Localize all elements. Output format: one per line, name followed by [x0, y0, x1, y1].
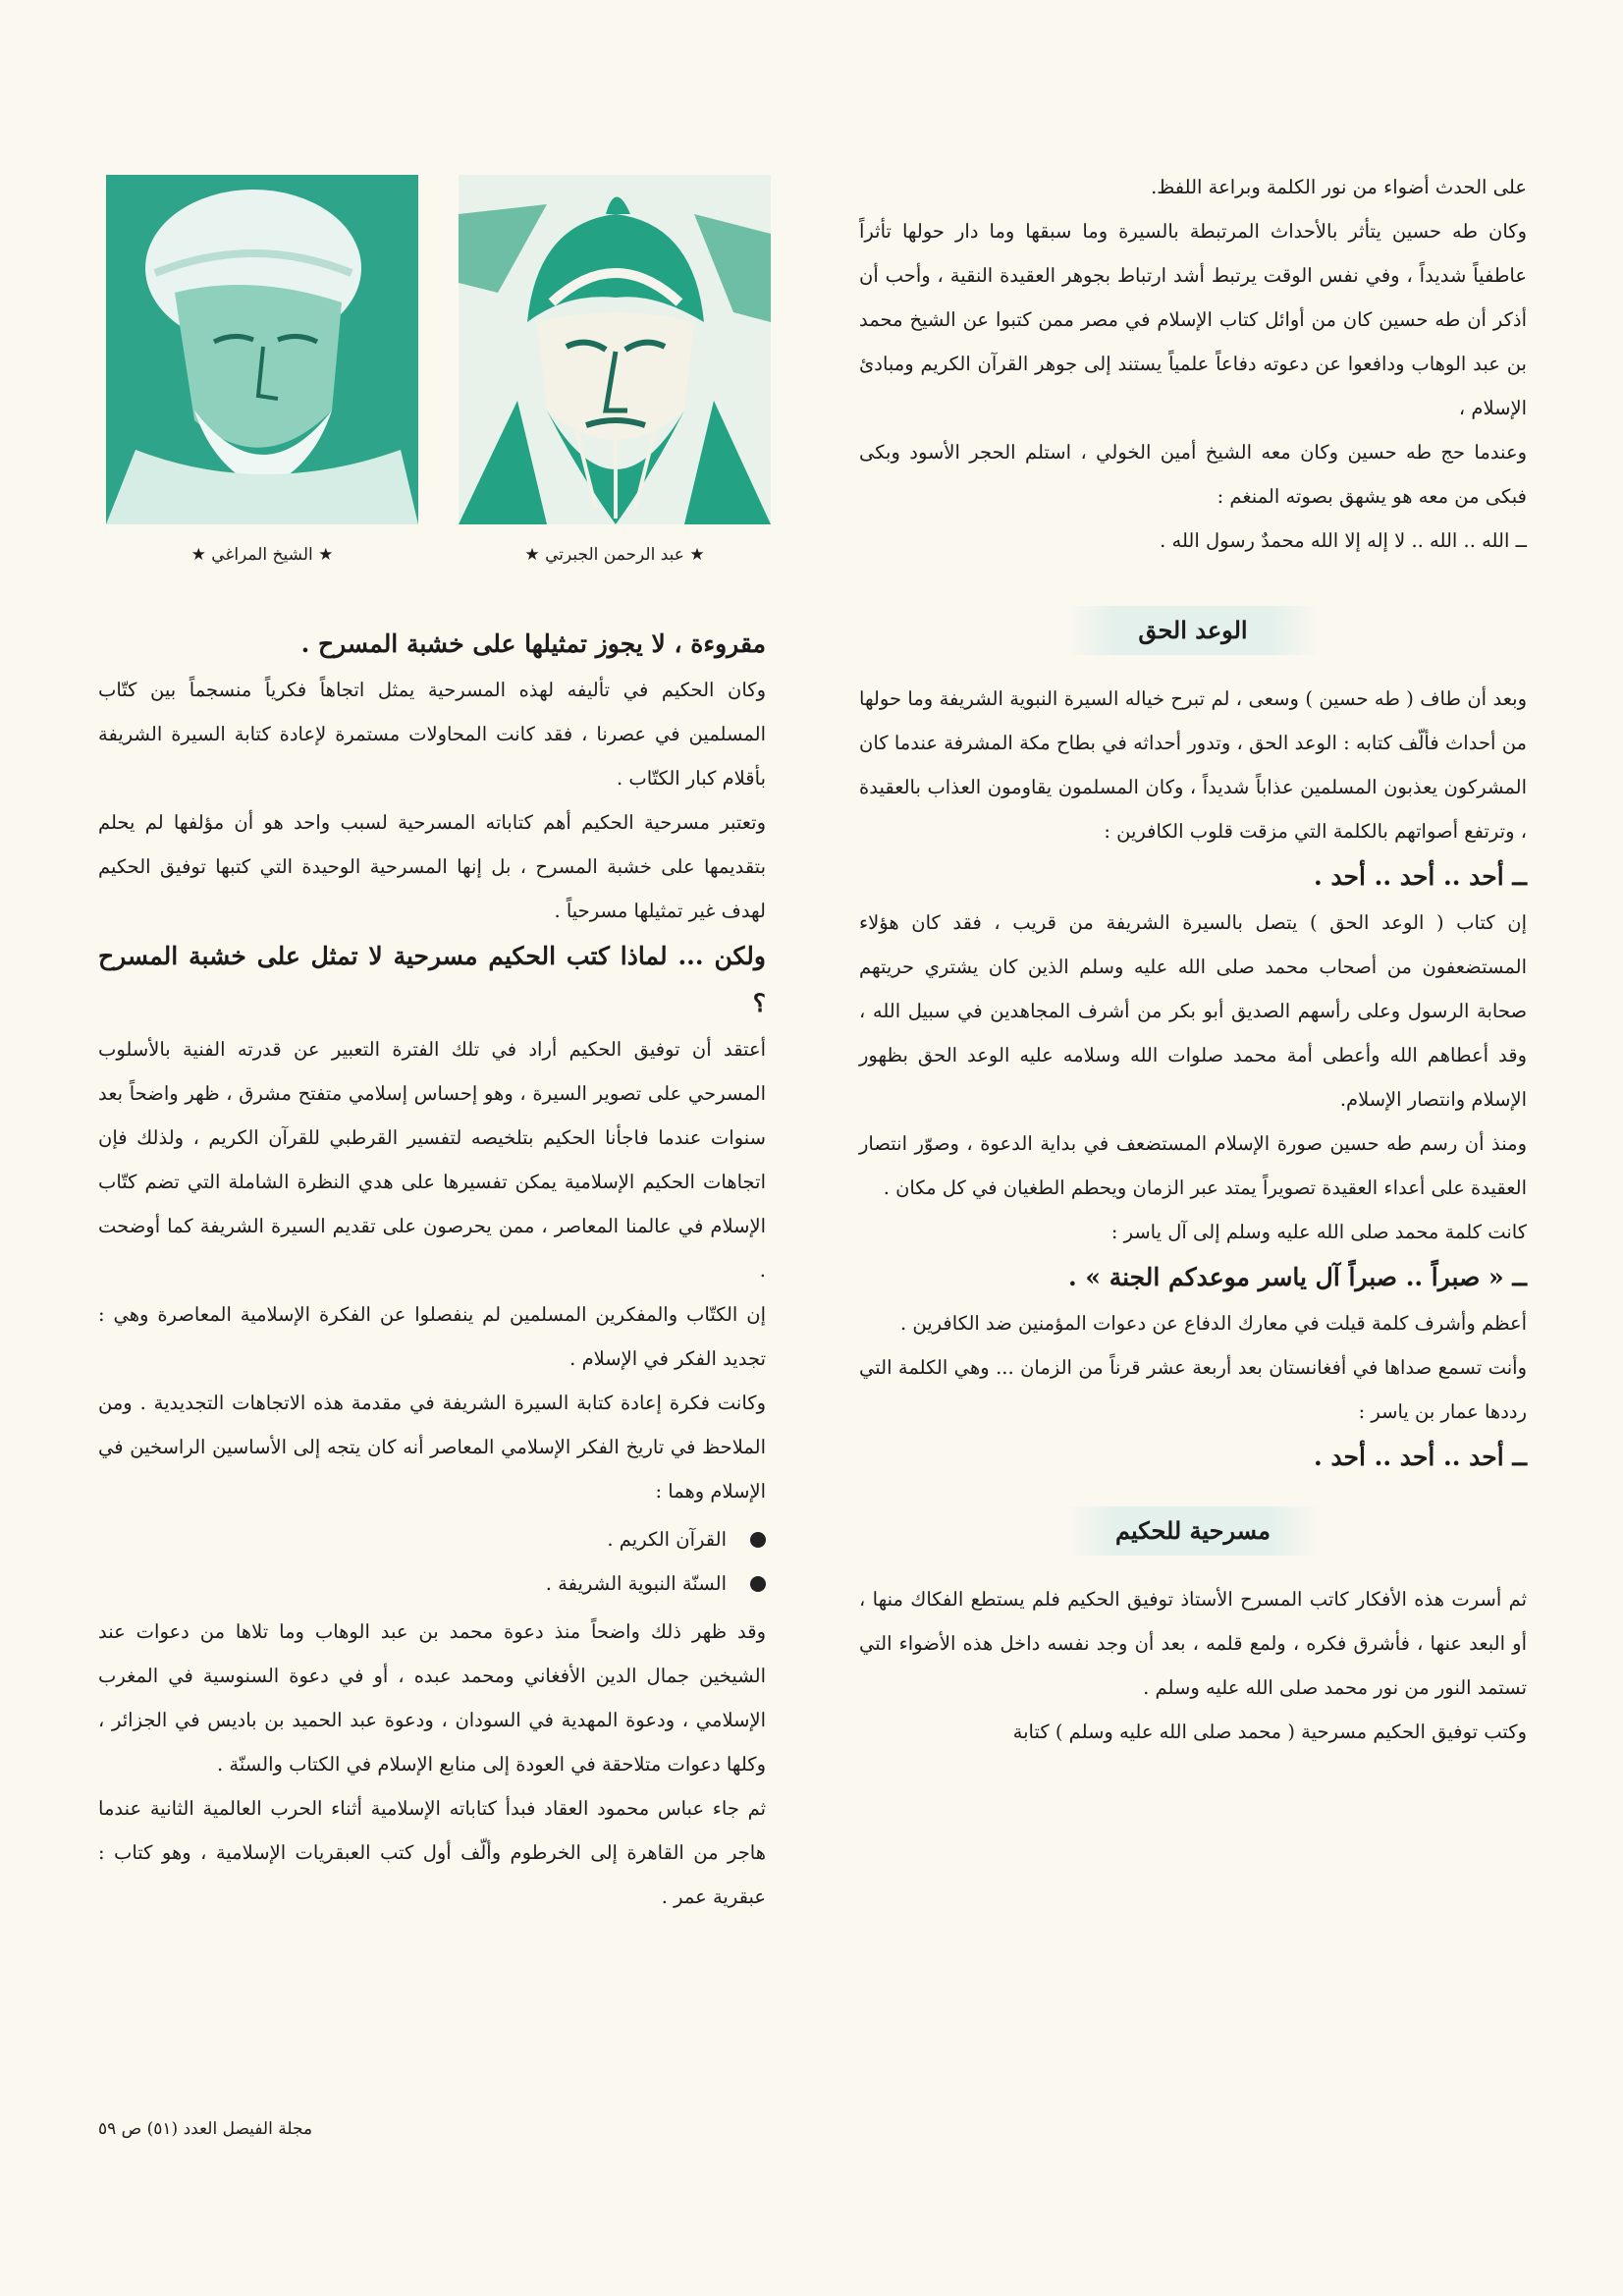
left-column — [98, 621, 766, 1919]
paragraph: وتعتبر مسرحية الحكيم أهم كتاباته المسرحية لسبب واحد هو أن مؤلفها لم يحلم بتقديمها على خشبة المسرح ، بل إنها المسرحية الوحيدة التي كتبها توفيق الحكيم لهدف غير تمثيلها مسرحياً . — [98, 811, 766, 922]
portrait-maraghi-photo — [106, 175, 418, 524]
slogan-line: ــ أحد .. أحد .. أحد . — [1314, 862, 1527, 891]
bullet-dot-icon — [750, 1576, 766, 1592]
paragraph: وكتب توفيق الحكيم مسرحية ( محمد صلى الله عليه وسلم ) كتابة — [1012, 1721, 1527, 1743]
paragraph: وقد ظهر ذلك واضحاً منذ دعوة محمد بن عبد الوهاب وما تلاها من دعوات عند الشيخين جمال الدين الأفغاني ومحمد عبده ، أو في دعوة السنوسية في المغرب الإسلامي ، ودعوة المهدية في السودان ، ودعوة عبد الحميد بن باديس في الجزائر ، وكلها دعوات متلاحقة في العودة إلى منابع الإسلام في الكتاب والسنّة . — [98, 1620, 766, 1776]
bullet-list — [98, 1517, 766, 1606]
paragraph: على الحدث أضواء من نور الكلمة وبراعة اللفظ. — [1151, 176, 1527, 198]
paragraph: ــ الله .. الله .. لا إله إلا الله محمدٌ رسول الله . — [1160, 529, 1527, 552]
paragraph: وأنت تسمع صداها في أفغانستان بعد أربعة عشر قرناً من الزمان ... وهي الكلمة التي رددها عمار بن ياسر : — [859, 1356, 1527, 1423]
paragraph: وكان طه حسين يتأثر بالأحداث المرتبطة بالسيرة وما سبقها وما دار حولها تأثراً عاطفياً شديداً ، وفي نفس الوقت يرتبط أشد ارتباط بجوهر العقيدة النقية ، وأحب أن أذكر أن طه حسين كان من أوائل كتاب الإسلام في مصر ممن كتبوا عن الشيخ محمد بن عبد الوهاب ودافعوا عن دعوته دفاعاً علمياً يستند إلى جوهر القرآن الكريم ومبادئ الإسلام ، — [859, 220, 1527, 419]
paragraph: وبعد أن طاف ( طه حسين ) وسعى ، لم تبرح خياله السيرة النبوية الشريفة وما حولها من أحداث فألّف كتابه : الوعد الحق ، وتدور أحداثه في بطاح مكة المشرفة عندما كان المشركون يعذبون المسلمين عذاباً شديداً ، وكان المسلمون يقاومون العذاب بالعقيدة ، وترتفع أصواتهم بالكلمة التي مزقت قلوب الكافرين : — [859, 687, 1527, 843]
paragraph: أعظم وأشرف كلمة قيلت في معارك الدفاع عن دعوات المؤمنين ضد الكافرين . — [899, 1312, 1527, 1335]
slogan-line: ــ « صبراً .. صبراً آل ياسر موعدكم الجنة » . — [1067, 1263, 1527, 1291]
paragraph: إن كتاب ( الوعد الحق ) يتصل بالسيرة الشريفة من قريب ، فقد كان هؤلاء المستضعفون من أصحاب محمد صلى الله عليه وسلم الذين كان يشتري حريتهم صحابة الرسول وعلى رأسهم الصديق أبو بكر من أشرف المجاهدين في سبيل الله ، وقد أعطاهم الله وأعطى أمة محمد صلوات الله وسلامه عليه الوعد الحق بظهور الإسلام وانتصار الإسلام. — [859, 911, 1527, 1111]
paragraph: ومنذ أن رسم طه حسين صورة الإسلام المستضعف في بداية الدعوة ، وصوّر انتصار العقيدة على أعداء العقيدة تصويراً يمتد عبر الزمان ويحطم الطغيان في كل مكان . — [859, 1132, 1527, 1199]
page-footer: مجلة الفيصل العدد (٥١) ص ٥٩ — [98, 2119, 313, 2139]
list-item-text: القرآن الكريم . — [607, 1528, 727, 1551]
photo-caption-maraghi: ★ الشيخ المراغي ★ — [190, 545, 334, 565]
slogan-line: ــ أحد .. أحد .. أحد . — [1314, 1443, 1527, 1471]
list-item-text: السنّة النبوية الشريفة . — [545, 1572, 727, 1595]
paragraph: ثم جاء عباس محمود العقاد فبدأ كتاباته الإسلامية أثناء الحرب العالمية الثانية عندما هاجر من القاهرة إلى الخرطوم وألّف أول كتب العبقريات الإسلامية ، وهو كتاب : عبقرية عمر . — [98, 1797, 766, 1908]
paragraph: وكانت فكرة إعادة كتابة السيرة الشريفة في مقدمة هذه الاتجاهات التجديدية . ومن الملاحظ في تاريخ الفكر الإسلامي المعاصر أنه كان يتجه إلى الأساسين الراسخين في الإسلام وهما : — [98, 1392, 766, 1503]
list-item — [98, 1517, 727, 1561]
right-column — [859, 165, 1527, 1754]
paragraph-lead: مقروءة ، لا يجوز تمثيلها على خشبة المسرح . — [300, 629, 766, 658]
paragraph: أعتقد أن توفيق الحكيم أراد في تلك الفترة التعبير عن قدرته الفنية بالأسلوب المسرحي على تصوير السيرة ، وهو إحساس إسلامي متفتح مشرق ، ظهر واضحاً بعد سنوات عندما فاجأنا الحكيم بتلخيصه لتفسير القرطبي للقرآن الكريم ، ولذلك فإن اتجاهات الحكيم الإسلامية يمكن تفسيرها على هدي النظرة الشاملة التي تضم كتّاب الإسلام في عالمنا المعاصر ، ممن يحرصون على تقديم السيرة الشريفة كما أوضحت . — [98, 1038, 766, 1282]
paragraph: وكان الحكيم في تأليفه لهذه المسرحية يمثل اتجاهاً فكرياً منسجماً بين كتّاب المسلمين في عصرنا ، فقد كانت المحاولات مستمرة لإعادة كتابة السيرة الشريفة بأقلام كبار الكتّاب . — [98, 679, 766, 790]
photo-caption-jabarti: ★ عبد الرحمن الجبرتي ★ — [524, 545, 705, 565]
paragraph: وعندما حج طه حسين وكان معه الشيخ أمين الخولي ، استلم الحجر الأسود وبكى فبكى من معه هو يشهق بصوته المنغم : — [859, 441, 1527, 508]
bullet-dot-icon — [750, 1532, 766, 1548]
question-line: ولكن ... لماذا كتب الحكيم مسرحية لا تمثل على خشبة المسرح ؟ — [98, 942, 766, 1017]
section-heading-alwaad-alhaq: الوعد الحق — [1065, 606, 1321, 655]
paragraph: إن الكتّاب والمفكرين المسلمين لم ينفصلوا عن الفكرة الإسلامية المعاصرة وهي : تجديد الفكر في الإسلام . — [98, 1303, 766, 1370]
paragraph: ثم أسرت هذه الأفكار كاتب المسرح الأستاذ توفيق الحكيم فلم يستطع الفكاك منها ، أو البعد عنها ، فأشرق فكره ، ولمع قلمه ، بعد أن وجد نفسه داخل هذه الأضواء التي تستمد النور من نور محمد صلى الله عليه وسلم . — [859, 1588, 1527, 1699]
section-heading-masrahiya: مسرحية للحكيم — [1065, 1506, 1321, 1556]
list-item — [98, 1561, 727, 1606]
paragraph: كانت كلمة محمد صلى الله عليه وسلم إلى آل ياسر : — [1110, 1221, 1527, 1243]
portrait-jabarti-illustration — [459, 175, 771, 524]
